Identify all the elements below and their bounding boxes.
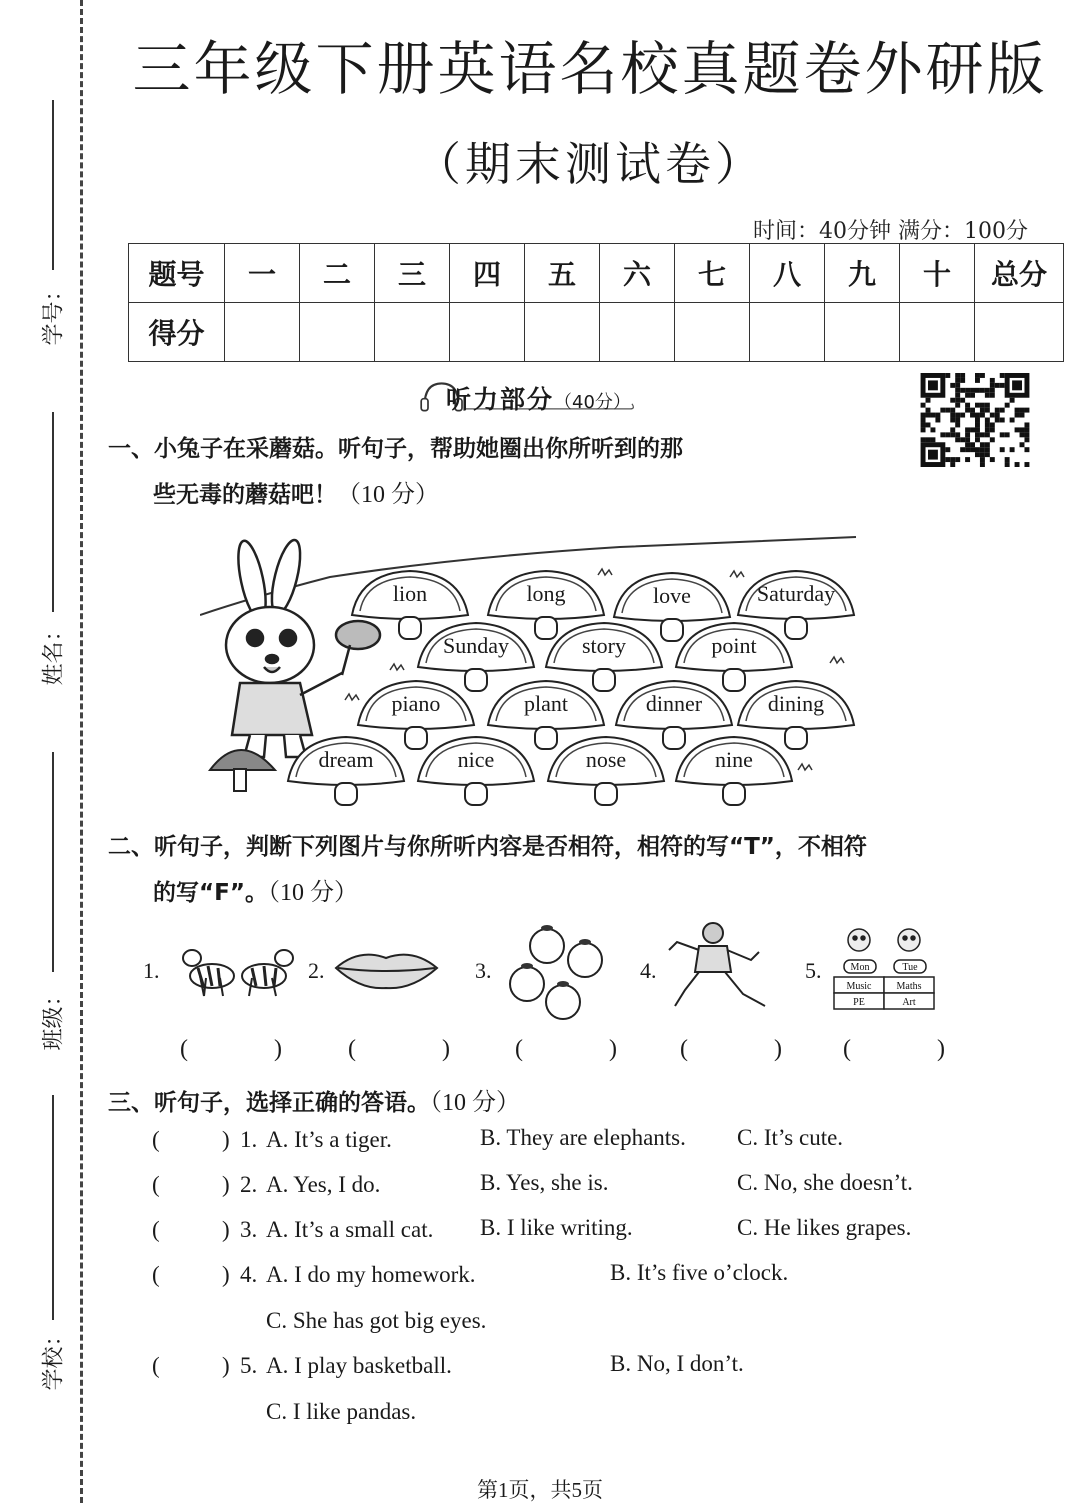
score-header-cell: 二 [300,244,375,303]
choice-a: A. It’s a tiger. [266,1127,392,1152]
score-cell[interactable] [825,303,900,362]
name-line [52,412,54,612]
mushroom-word: story [582,633,626,658]
answer-bracket-close[interactable]: ) [222,1217,230,1242]
section1-line2: 些无毒的蘑菇吧！ [153,482,337,508]
choice-b: B. I like writing. [480,1215,633,1240]
timetable-subject: Music [846,981,872,992]
answer-bracket-close[interactable]: ) [222,1262,230,1287]
score-cell[interactable] [300,303,375,362]
choice-a: A. I do my homework. [266,1262,476,1287]
section3-title-wrap [108,1082,520,1117]
answer-bracket-close[interactable]: ) [222,1353,230,1378]
choice-c: C. He likes grapes. [737,1215,912,1240]
mushroom-word: dining [767,691,825,716]
timetable-picture [830,922,938,1016]
picture-number: 5. [805,958,822,983]
student-id-label: 学号： [41,279,67,346]
mushroom[interactable] [288,737,404,805]
mushroom-word: dinner [645,691,703,716]
mushroom-word: Sunday [443,633,509,658]
choice-b: B. They are elephants. [480,1125,686,1150]
picture-number: 3. [475,958,492,983]
zebras-picture [172,940,297,1005]
mushroom-word: love [653,583,691,608]
mushroom[interactable] [676,737,792,805]
answer-blank[interactable]: ( ) [180,1036,322,1062]
score-cell[interactable] [900,303,975,362]
binding-dashed-line [80,0,83,1503]
mushroom-word: piano [391,691,441,716]
time-info: 时间：40分钟 满分：100分 [753,219,1028,244]
choice-a: A. Yes, I do. [266,1172,381,1197]
score-header-cell: 十 [900,244,975,303]
section3-title: 三、听句子，选择正确的答语。 [108,1090,430,1116]
page-title: 三年级下册英语名校真题卷外研版 [132,35,1048,103]
choice-a: A. It’s a small cat. [266,1217,434,1242]
score-header-cell: 总分 [975,244,1064,303]
section1-line1: 一、小兔子在采蘑菇。听句子，帮助她圈出你所听到的那 [108,436,683,462]
score-header-cell: 一 [225,244,300,303]
student-id-line [52,100,54,270]
mushroom-word: nice [457,747,495,772]
choice-a: A. I play basketball. [266,1353,452,1378]
listening-title: 听力部分 [446,385,555,414]
mushroom-word: long [526,581,566,606]
section2-score: （10 分） [267,880,358,906]
mushroom-word: lion [392,581,428,606]
class-line [52,752,54,972]
score-cell[interactable] [975,303,1064,362]
score-header-cell: 题号 [129,244,225,303]
score-cell[interactable] [600,303,675,362]
mushroom-word: nine [715,747,753,772]
answer-blank[interactable]: ( ) [843,1036,985,1062]
mushroom[interactable] [546,623,662,691]
score-header-cell: 四 [450,244,525,303]
choice-b: B. No, I don’t. [610,1351,744,1376]
question-number: 3. [240,1217,258,1242]
choice-c: C. She has got big eyes. [266,1308,487,1333]
answer-bracket-open[interactable]: ( [152,1262,160,1287]
section1-line2-wrap [153,474,439,509]
score-cell[interactable] [675,303,750,362]
score-table [128,243,1064,362]
school-label: 学校： [41,1324,67,1391]
lips-picture [334,944,439,994]
question-number: 4. [240,1262,258,1287]
page-footer: 第1页，共5页 [477,1478,603,1502]
score-header-cell: 九 [825,244,900,303]
rabbit-illustration [226,537,380,757]
qr-code-icon[interactable] [920,373,1030,467]
timetable-subject: Art [902,997,916,1008]
oranges-picture [505,918,605,1023]
mushroom-scene [200,535,870,810]
listening-section-title [446,380,631,416]
section1-score: （10 分） [337,482,439,508]
score-cell[interactable] [750,303,825,362]
choice-c: C. It’s cute. [737,1125,844,1150]
mushroom-word: Saturday [756,581,836,606]
score-header-cell: 七 [675,244,750,303]
mushroom-word: dream [318,747,374,772]
answer-bracket-open[interactable]: ( [152,1127,160,1152]
score-table-score-row [129,303,1064,362]
picture-number: 1. [143,958,160,983]
answer-blank[interactable]: ( ) [348,1036,490,1062]
mushroom[interactable] [418,623,534,691]
answer-blank[interactable]: ( ) [680,1036,822,1062]
timetable-subject: PE [853,997,865,1008]
choice-b: B. Yes, she is. [480,1170,609,1195]
mushroom[interactable] [548,737,664,805]
section2-line2-wrap [153,872,358,907]
mushroom-word: point [711,633,757,658]
answer-bracket-open[interactable]: ( [152,1353,160,1378]
answer-bracket-open[interactable]: ( [152,1172,160,1197]
listening-score: （40分） [554,392,631,413]
choice-c: C. I like pandas. [266,1399,417,1424]
choice-b: B. It’s five o’clock. [610,1260,789,1285]
section3-score: （10 分） [430,1090,520,1116]
picture-number: 2. [308,958,325,983]
score-header-cell: 六 [600,244,675,303]
answer-bracket-close[interactable]: ) [222,1172,230,1197]
timetable-day: Mon [850,962,870,973]
mushroom[interactable] [738,681,854,749]
picture-number: 4. [640,958,657,983]
tai-chi-man-picture [665,920,775,1012]
question-number: 1. [240,1127,258,1152]
mushroom-word: plant [524,691,568,716]
timetable-subject: Maths [896,981,922,992]
score-table-header-row [129,244,1064,303]
mushroom[interactable] [676,623,792,691]
answer-blank[interactable]: ( ) [515,1036,657,1062]
score-row-label: 得分 [129,303,225,362]
section2-line2: 的写“F”。 [153,880,268,906]
score-cell[interactable] [225,303,300,362]
choice-c: C. No, she doesn’t. [737,1170,913,1195]
school-line [52,1095,54,1320]
score-cell[interactable] [525,303,600,362]
mushroom-word: nose [585,747,627,772]
section2-line1: 二、听句子，判断下列图片与你所听内容是否相符，相符的写“T”，不相符 [108,834,867,860]
answer-bracket-close[interactable]: ) [222,1127,230,1152]
score-header-cell: 五 [525,244,600,303]
class-label: 班级： [41,984,67,1051]
score-header-cell: 三 [375,244,450,303]
mushroom[interactable] [418,737,534,805]
answer-bracket-open[interactable]: ( [152,1217,160,1242]
score-header-cell: 八 [750,244,825,303]
score-cell[interactable] [450,303,525,362]
page-subtitle: （期末测试卷） [415,137,765,191]
question-number: 5. [240,1353,258,1378]
score-cell[interactable] [375,303,450,362]
question-number: 2. [240,1172,258,1197]
timetable-day: Tue [902,962,918,973]
name-label: 姓名： [41,619,67,686]
